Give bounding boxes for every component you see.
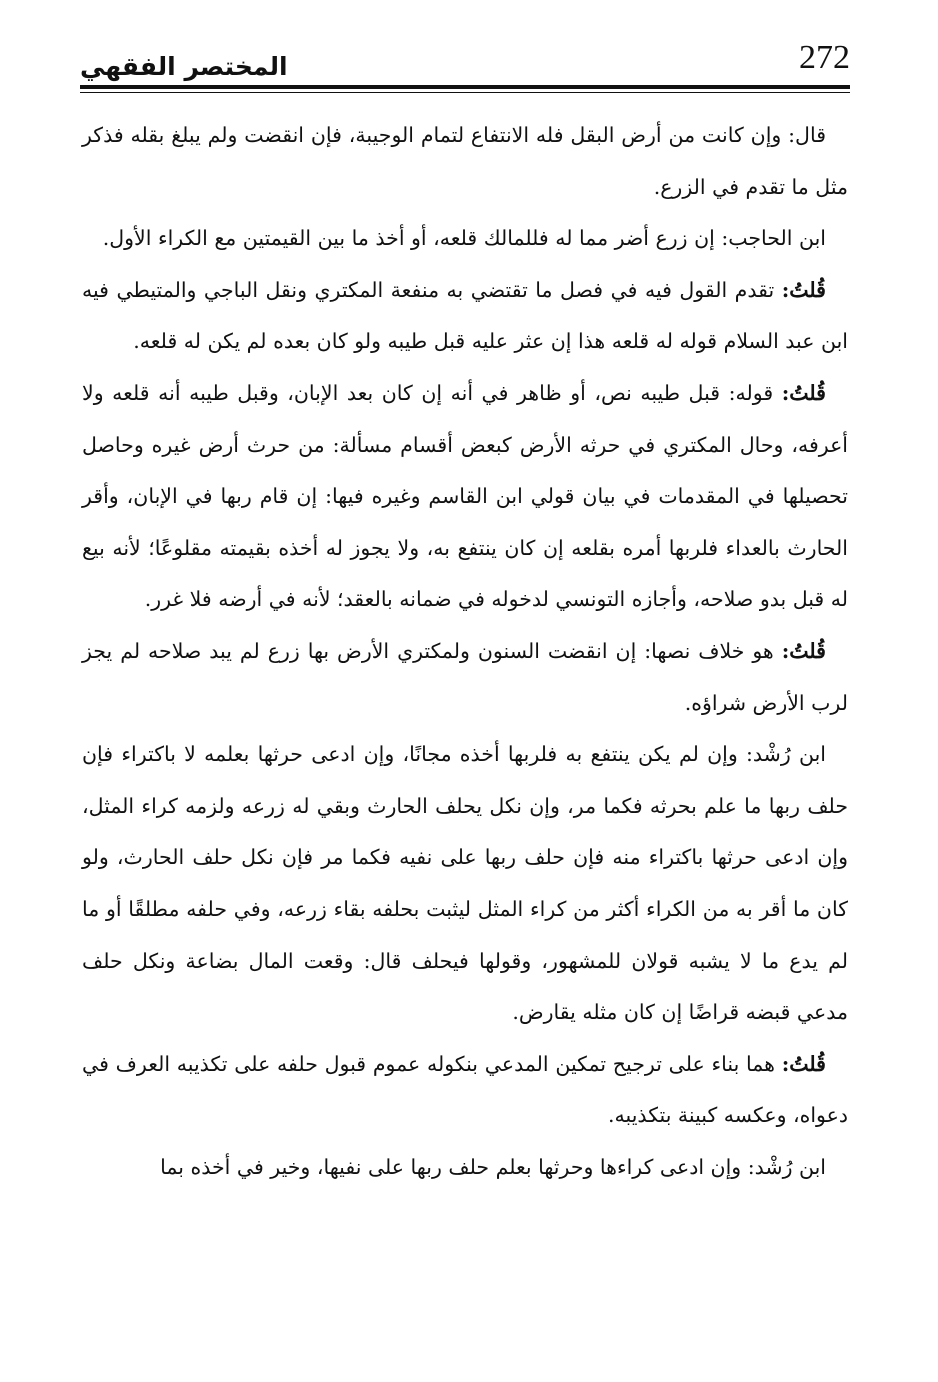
paragraph-7 (82, 1039, 848, 1142)
paragraph-text: قال: وإن كانت من أرض البقل فله الانتفاع لتمام الوجيبة، فإن انقضت ولم يبلغ بقله فذكر مثل ما تقدم في الزرع. (82, 123, 848, 199)
running-title: المختصر الفقهي (80, 52, 288, 81)
paragraph-text: ابن الحاجب: إن زرع أضر مما له فللمالك قلعه، أو أخذ ما بين القيمتين مع الكراء الأول. (102, 226, 826, 251)
paragraph-lead: قُلتُ: (781, 638, 826, 663)
paragraph-text: قوله: قبل طيبه نص، أو ظاهر في أنه إن كان بعد الإبان، وقبل طيبه أنه قلعه ولا أعرفه، وحال المكتري في حرثه الأرض كبعض أقسام مسألة: من حرث أرض غيره وحاصل تحصيلها في المقدمات في بيان قولي ابن القاسم وغيره فيها: إن قام ربها في الإبان، وأقر الحارث بالعداء فلربها أمره بقلعه إن كان ينتفع به، ولا يجوز له أخذه بقيمته مقلوعًا؛ لأنه بيع له قبل بدو صلاحه، وأجازه التونسي لدخوله في ضمانه بالعقد؛ لأنه في أرضه فلا غرر. (82, 380, 848, 612)
paragraph-6 (82, 729, 848, 1039)
paragraph-text: تقدم القول فيه في فصل ما تقتضي به منفعة المكتري ونقل الباجي والمتيطي فيه ابن عبد السلام قوله له قلعه هذا إن عثر عليه قبل طيبه ولو كان بعده لم يكن له قلعه. (82, 277, 848, 354)
paragraph-5 (82, 626, 848, 729)
paragraph-4 (82, 368, 848, 626)
paragraph-text: ابن رُشْد: وإن لم يكن ينتفع به فلربها أخذه مجانًا، وإن ادعى حرثها بعلمه لا باكتراء فإن حلف ربها ما علم بحرثه فكما مر، وإن نكل يحلف الحارث وبقي له زرعه ولزمه كراء المثل، وإن ادعى حرثها باكتراء منه فإن حلف ربها على نفيه فكما مر فإن نكل حلف الحارث، ولو كان ما أقر به من الكراء أكثر من كراء المثل ليثبت بحلفه بقاء زرعه، وفي حلفه مطلقًا أو ما لم يدع ما لا يشبه قولان للمشهور، وقولها فيحلف قال: وقعت المال بضاعة ونكل حلف مدعي قبضه قراضًا إن كان مثله يقارض. (82, 742, 848, 1025)
paragraph-text: هما بناء على ترجيح تمكين المدعي بنكوله عموم قبول حلفه على تكذيبه العرف في دعواه، وعكسه كبينة بتكذيبه. (82, 1051, 848, 1128)
page-header (80, 28, 850, 94)
paragraph-8 (82, 1142, 848, 1194)
page-body (82, 110, 848, 1193)
paragraph-lead: قُلتُ: (781, 277, 826, 302)
paragraph-2 (82, 213, 848, 265)
header-rule-thin (80, 92, 850, 93)
paragraph-text: ابن رُشْد: وإن ادعى كراءها وحرثها بعلم حلف ربها على نفيها، وخير في أخذه بما (160, 1154, 826, 1179)
paragraph-3 (82, 265, 848, 368)
page-number: 272 (799, 39, 850, 76)
paragraph-lead: قُلتُ: (781, 380, 826, 405)
paragraph-lead: قُلتُ: (781, 1051, 826, 1076)
paragraph-1 (82, 110, 848, 213)
header-rule-thick (80, 85, 850, 89)
paragraph-text: هو خلاف نصها: إن انقضت السنون ولمكتري الأرض بها زرع لم يبد صلاحه لم يجز لرب الأرض شراؤه. (82, 638, 848, 715)
